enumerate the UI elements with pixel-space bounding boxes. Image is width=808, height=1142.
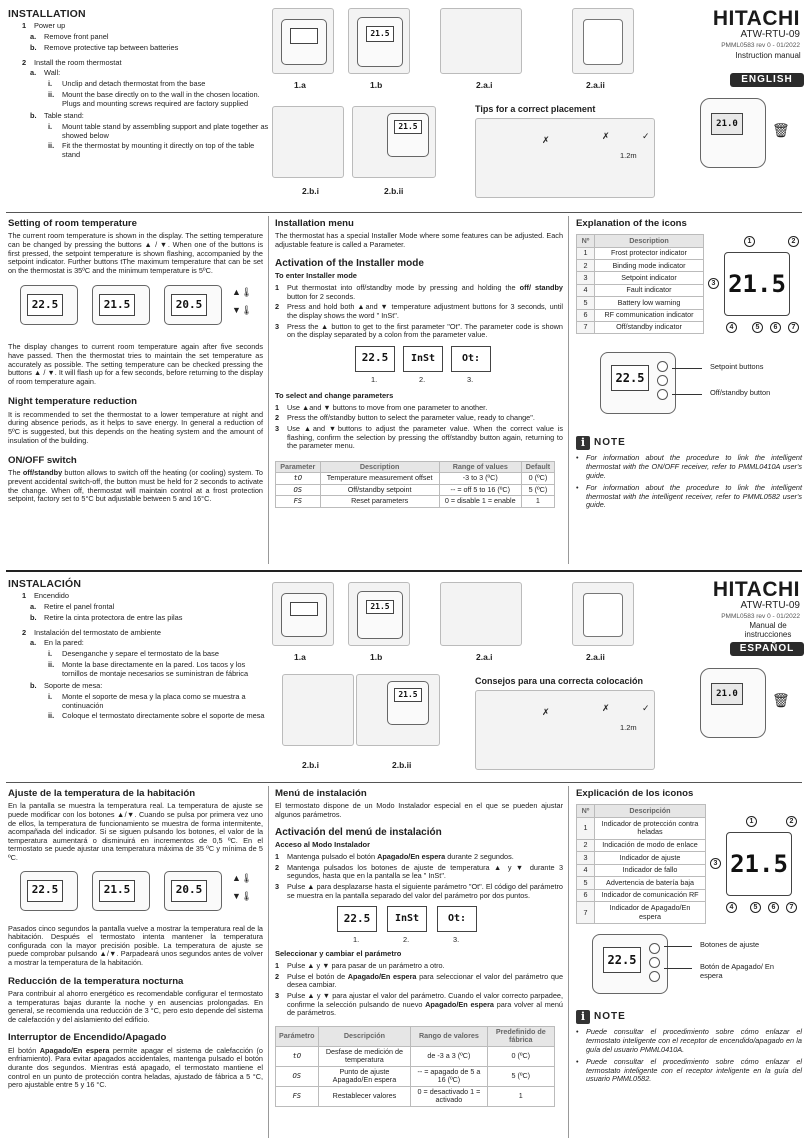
lcd-display: 20.5 (171, 880, 207, 902)
installer-step: 2 Press and hold both ▲and ▼ temperature adjustment buttons for 3 seconds, until the display shows the word " InSt". (275, 302, 563, 320)
parameter-table: Parámetro Descripción Rango de valores Predefinido de fábrica tO Desfase de medición de temperatura de -3 a 3 (ºC) 0 (ºC) OS Punto de ajuste Apagado/En espera -- = apagado de 5 a 16 (ºC) 5 (ºC) FS Restablecer valores 0 = desactivado 1 = activado 1 (275, 1026, 555, 1107)
note-title: NOTE (594, 437, 626, 449)
substep-text: Remove protective tap between batteries (44, 42, 179, 52)
substep-letter: b. (30, 42, 37, 52)
setting-text: The current room temperature is shown in the display. The setting temperature can be changed by pressing the buttons ▲ / ▼. When one of the buttons is first pressed, the setpoint temperature is shown flashing, accompanied by the setpoint indicator. Further buttons tThe maximum temperature that can be set on the thermostat is 35ºC and the minimum temperature is 5ºC. (8, 231, 263, 275)
info-icon: ▲🌡 (232, 872, 253, 883)
lcd-caption: 3. (467, 374, 474, 384)
parameter-table: Parameter Description Range of values Default tO Temperature measurement offset -3 to 3 (ºC) 0 (ºC) OS Off/standby setpoint -- = off 5 to 16 (ºC) 5 (ºC) FS Reset parameters 0 = disable 1 = enable 1 (275, 461, 555, 508)
lcd-display: 22.5 (27, 880, 63, 902)
fig-label-2aii: 2.a.ii (586, 652, 605, 662)
select-step: 2 Press the off/standby button to select the parameter value, ready to change". (275, 413, 535, 423)
item-text: Fit the thermostat by mounting it directly on top of the table stand (62, 141, 255, 160)
night-title: Reducción de la temperatura nocturna (8, 975, 184, 987)
item-text: Mount the base directly on to the wall in the chosen location. Plugs and mounting screws required are factory supplied (62, 89, 260, 108)
column-divider (568, 216, 569, 564)
standby-button-icon (657, 389, 668, 400)
lcd-caption: 1. (371, 374, 378, 384)
marker-6: 6 (768, 902, 779, 913)
lcd-display: 21.5 (724, 252, 790, 316)
item-numeral: i. (48, 649, 53, 659)
table-row: 3 Indicador de ajuste (577, 852, 706, 865)
lcd-display: 21.0 (711, 683, 743, 705)
lcd-display: InSt (403, 346, 443, 372)
column-divider (268, 786, 269, 1138)
installer-step: 1 Put thermostat into off/standby mode by pressing and holding the off/ standby button for 2 seconds. (275, 283, 563, 301)
column-divider (568, 786, 569, 1138)
substep-letter: b. (30, 681, 37, 691)
installer-step: 3 Pulse ▲ para desplazarse hasta el siguiente parámetro "Ot". El código del parámetro se muestra en la pantalla separado del valor del parámetro por dos puntos. (275, 882, 563, 900)
step-number: 1 (22, 591, 27, 601)
table-row: tO Desfase de medición de temperatura de -3 a 3 (ºC) 0 (ºC) (276, 1046, 555, 1066)
setting-lcd-row (8, 281, 263, 343)
note-title: NOTE (594, 1011, 626, 1023)
correct-placement-icon: ✓ (642, 703, 650, 713)
install-steps (8, 578, 270, 721)
install-title: INSTALLATION (8, 8, 86, 20)
weee-bin-icon: 🗑 (772, 122, 790, 138)
lcd-display: 22.5 (603, 947, 641, 973)
marker-3: 3 (708, 278, 719, 289)
substep-text: Retire el panel frontal (44, 602, 115, 612)
wrong-placement-icon: ✗ (542, 707, 550, 717)
table-row: 7 Indicador de Apagado/En espera (577, 902, 706, 924)
tips-title: Tips for a correct placement (475, 104, 596, 114)
substep-letter: b. (30, 111, 37, 121)
fig-label-2bii: 2.b.ii (392, 760, 412, 770)
table-row: 6 RF communication indicator (577, 309, 704, 321)
lcd-display: 22.5 (355, 346, 395, 372)
icons-title: Explanation of the icons (576, 218, 687, 229)
installer-lcd-row (275, 344, 563, 390)
lcd-display: Ot: (451, 346, 491, 372)
fig-label-2ai: 2.a.i (476, 652, 493, 662)
item-text: Monte la base directamente en la pared. Los tacos y los tornillos de montaje necesarios se suministran de fábrica (62, 659, 249, 678)
device-buttons-diagram (576, 348, 802, 426)
lcd-display: 20.5 (171, 294, 207, 316)
info-icon: i (576, 436, 590, 450)
substep-text: Soporte de mesa: (44, 681, 103, 691)
step-number: 2 (22, 627, 27, 637)
lcd-caption: 2. (403, 935, 410, 945)
fig-label-2bii: 2.b.ii (384, 186, 404, 196)
illustration-2ai (440, 8, 522, 74)
item-text: Mount table stand by assembling support and plate together as showed below (62, 121, 269, 140)
table-row: 4 Fault indicator (577, 284, 704, 296)
illustration-2bi (282, 674, 354, 746)
night-text: Para contribuir al ahorro energético es recomendable configurar el termostato a temperaturas bajas durante la noche y en ausencias prolongadas. En general, se recomienda una reducción de 3 °C, pero esto depende del sistema de calefacción y del aislamiento del edificio. (8, 988, 263, 1024)
substep-text: En la pared: (44, 638, 84, 648)
marker-5: 5 (752, 322, 763, 333)
fig-label-2aii: 2.a.ii (586, 80, 605, 90)
note-item: • For information about the procedure to link the intelligent thermostat with the intelligent receiver, refer to PMML0582 user's guide. (576, 484, 802, 510)
lcd-display: 21.5 (726, 832, 792, 896)
icons-section (576, 218, 802, 510)
installer-intro: The thermostat has a special Installer Mode where some features can be adjusted. Each adjustable feature is called a Parameter. (275, 231, 563, 249)
tips-distance: 1.2m (620, 723, 637, 732)
installer-step: 2 Mantenga pulsados los botones de ajuste de temperatura ▲ y ▼ durante 3 segundos, hasta que en la pantalla se lea " InSt". (275, 862, 563, 881)
doc-code: PMML0583 rev 0 - 01/2022 (721, 613, 800, 620)
lcd-display: InSt (387, 906, 427, 932)
standby-button-label: Botón de Apagado/ En espera (700, 962, 774, 981)
standby-button-label: Off/standby button (710, 388, 771, 398)
info-icon: ▼🌡 (232, 890, 253, 901)
marker-7: 7 (786, 902, 797, 913)
device-buttons-diagram (576, 932, 802, 1002)
item-numeral: ii. (48, 659, 55, 669)
tips-illustration (475, 118, 655, 198)
item-text: Coloque el termostato directamente sobre el soporte de mesa (62, 711, 265, 721)
substep-text: Retire la cinta protectora de entre las pilas (44, 612, 183, 622)
lcd-display: 22.5 (611, 365, 649, 391)
fig-label-2ai: 2.a.i (476, 80, 493, 90)
weee-bin-icon: 🗑 (772, 692, 790, 708)
illustration-2bii: 21.5 (356, 674, 440, 746)
step-label: Install the room thermostat (34, 57, 122, 67)
substep-letter: a. (30, 602, 37, 612)
step-label: Power up (34, 21, 66, 31)
info-icon: i (576, 1010, 590, 1024)
item-numeral: ii. (48, 711, 55, 721)
marker-3: 3 (710, 858, 721, 869)
substep-text: Table stand: (44, 111, 84, 121)
setpoint-buttons-label: Setpoint buttons (710, 362, 764, 372)
lcd-display (290, 28, 318, 44)
lcd-display: 21.0 (711, 113, 743, 135)
installer-section (275, 218, 563, 508)
item-numeral: ii. (48, 141, 55, 151)
setting-text: En la pantalla se muestra la temperatura real. La temperatura de ajuste se puede modificar con los botones ▲/▼. Cuando se pulsa por primera vez uno de ellos, la temperatura de funcionamiento se muestra de forma intermitente, acompañada del indicador. Si se siguen pulsando los botones, el valor de la temperatura aumentará o disminuirá en incrementos de 0,5 ºC. En el termostato se puede ajustar una temperatura máxima de 35 ºC y mínima de 5 ºC. (8, 801, 263, 862)
select-title: To select and change parameters (275, 390, 394, 400)
install-steps (8, 8, 270, 160)
marker-1: 1 (746, 816, 757, 827)
onoff-title: Interruptor de Encendido/Apagado (8, 1032, 167, 1044)
onoff-title: ON/OFF switch (8, 455, 77, 467)
enter-title: To enter Installer mode (275, 271, 357, 281)
fig-label-1a: 1.a (294, 652, 306, 662)
item-text: Unclip and detach thermostat from the base (62, 79, 206, 89)
illustration-1a (272, 582, 334, 646)
lcd-display (290, 602, 318, 616)
table-row: 5 Battery low warning (577, 297, 704, 309)
table-row: 7 Off/standby indicator (577, 321, 704, 333)
marker-6: 6 (770, 322, 781, 333)
marker-4: 4 (726, 902, 737, 913)
tips-distance: 1.2m (620, 151, 637, 160)
setpoint-buttons-label: Botones de ajuste (700, 940, 760, 950)
wrong-placement-icon: ✗ (602, 703, 610, 713)
icons-table: Nº Description 1 Frost protector indicator 2 Binding mode indicator 3 Setpoint indicator 4 Fault indicator 5 Battery low warning 6 RF communication indicator 7 Off/standby indicator (576, 234, 704, 334)
activation-title: Activación del menú de instalación (275, 826, 442, 838)
illustration-2bii: 21.5 (352, 106, 436, 178)
down-button-icon (657, 375, 668, 386)
table-row: 2 Binding mode indicator (577, 260, 704, 272)
icons-table: Nº Descripción 1 Indicador de protección contra heladas 2 Indicación de modo de enlace 3 Indicador de ajuste 4 Indicador de fallo 5 Advertencia de batería baja 6 Indicador de comunicación RF 7 Indicador de Apagado/En espera (576, 804, 706, 924)
marker-5: 5 (750, 902, 761, 913)
lcd-display: 22.5 (27, 294, 63, 316)
fig-label-2bi: 2.b.i (302, 186, 320, 196)
marker-7: 7 (788, 322, 799, 333)
substep-letter: a. (30, 32, 37, 42)
step-label: Instalación del termostato de ambiente (34, 627, 161, 637)
note-box (576, 436, 802, 510)
table-row: 3 Setpoint indicator (577, 272, 704, 284)
substep-letter: b. (30, 612, 37, 622)
installer-lcd-row (275, 904, 563, 948)
item-numeral: i. (48, 79, 53, 89)
step-label: Encendido (34, 591, 69, 601)
select-step: 1 Use ▲and ▼ buttons to move from one parameter to another. (275, 402, 488, 412)
lcd-display: 21.5 (99, 294, 135, 316)
item-numeral: i. (48, 691, 53, 701)
up-button-icon (649, 943, 660, 954)
onoff-text: El botón Apagado/En espera permite apagar el sistema de calefacción (o enfriamiento). Para evitar apagados accidentales, mantenga pulsado el botón durante dos segundos. Mientras está apagado, el termostato mantiene el control en un punto de protección contra heladas, ajustado de fábrica a 5 °C, pero ajustable entre 5 y 16 °C. (8, 1045, 263, 1090)
activation-title: Activation of the Installer mode (275, 257, 424, 269)
fig-label-1b: 1.b (370, 80, 383, 90)
setting-text-2: The display changes to current room temperature again after five seconds have passed. Then the thermostat tries to maintain the set temperature as accurately as possible. The setting temperature can be checked pressing the buttons ▲ / ▼. It will flash up for a few seconds, before returning to the display of room temperature again. (8, 342, 263, 386)
doc-code: PMML0583 rev 0 - 01/2022 (721, 42, 800, 49)
setting-lcd-row (8, 869, 263, 925)
night-title: Night temperature reduction (8, 396, 137, 408)
language-badge: ESPAÑOL (730, 642, 804, 656)
step-number: 2 (22, 57, 27, 67)
note-item: • Puede consultar el procedimiento sobre cómo enlazar el termostato inteligente con el receptor de encendido/apagado en la guía del usuario PMML0410A. (576, 1028, 802, 1054)
item-numeral: i. (48, 121, 53, 131)
icon-lcd-diagram (704, 234, 800, 334)
item-text: Desenganche y separe el termostato de la base (62, 649, 219, 659)
icons-title: Explicación de los iconos (576, 788, 694, 799)
illustration-2aii (572, 582, 634, 646)
language-divider (6, 570, 802, 572)
info-icon: ▲🌡 (232, 287, 253, 298)
marker-2: 2 (786, 816, 797, 827)
substep-text: Remove front panel (44, 32, 109, 42)
lcd-caption: 3. (453, 935, 460, 945)
table-row: OS Off/standby setpoint -- = off 5 to 16 (ºC) 5 (ºC) (276, 484, 555, 495)
substep-text: Wall: (44, 68, 61, 78)
lcd-caption: 2. (419, 374, 426, 384)
brand-logo: HITACHI (712, 7, 800, 30)
enter-title: Acceso al Modo Instalador (275, 840, 371, 850)
tips-title: Consejos para una correcta colocación (475, 676, 644, 686)
language-badge: ENGLISH (730, 73, 804, 87)
illustration-1a (272, 8, 334, 74)
select-step: 2 Pulse el botón de Apagado/En espera para seleccionar el valor del parámetro que desea cambiar. (275, 971, 563, 990)
lcd-display: 22.5 (337, 906, 377, 932)
setting-section (8, 788, 263, 1090)
table-row: 6 Indicador de comunicación RF (577, 889, 706, 902)
table-row: 2 Indicación de modo de enlace (577, 839, 706, 852)
illustration-1b: 21.5 (348, 8, 410, 74)
up-button-icon (657, 361, 668, 372)
table-row: 1 Frost protector indicator (577, 247, 704, 259)
divider (6, 782, 802, 783)
standby-button-icon (649, 971, 660, 982)
marker-4: 4 (726, 322, 737, 333)
down-button-icon (649, 957, 660, 968)
installer-step: 3 Press the ▲ button to get to the first parameter "Ot". The parameter code is shown on the display separated by a colon from the parameter value. (275, 321, 563, 340)
brand-logo: HITACHI (712, 578, 800, 601)
fig-label-1a: 1.a (294, 80, 306, 90)
night-text: It is recommended to set the thermostat to a lower temperature at night and during absence periods, as it helps to save energy. In general a reduction of 5ºC is suggested, but this depends on the heating system and the amount of insulation of the building. (8, 409, 263, 445)
illustration-2ai (440, 582, 522, 646)
manual-label: Instruction manual (735, 51, 801, 60)
divider (6, 212, 802, 213)
note-item: • Puede consultar el procedimiento sobre cómo enlazar el termostato inteligente con el receptor inteligente en la guía del usuario PMML0582. (576, 1058, 802, 1084)
setting-text-2: Pasados cinco segundos la pantalla vuelve a mostrar la temperatura real de la habitación. Después el termostato intenta mantener la temperatura configurada con la mayor precisión posible. La temperatura de ajuste se puede comprobar pulsando ▲/▼. Parpadeará unos segundos antes de volver a mostrar la temperatura de la habitación. (8, 923, 263, 968)
installer-title: Installation menu (275, 218, 354, 229)
table-row: FS Restablecer valores 0 = desactivado 1 = activado 1 (276, 1086, 555, 1106)
installer-section (275, 788, 563, 1107)
installer-intro: El termostato dispone de un Modo Instalador especial en el que se pueden ajustar algunos parámetros. (275, 801, 563, 819)
installer-title: Menú de instalación (275, 788, 367, 799)
table-row: 1 Indicador de protección contra heladas (577, 817, 706, 839)
model-name: ATW-RTU-09 (740, 29, 800, 40)
correct-placement-icon: ✓ (642, 131, 650, 141)
lcd-caption: 1. (353, 935, 360, 945)
table-row: OS Punto de ajuste Apagado/En espera -- = apagado de 5 a 16 (ºC) 5 (ºC) (276, 1066, 555, 1086)
column-divider (268, 216, 269, 564)
note-item: • For information about the procedure to link the intelligent thermostat with the ON/OFF receiver, refer to PMML0410A user's guide. (576, 454, 802, 480)
step-number: 1 (22, 21, 27, 31)
model-name: ATW-RTU-09 (740, 600, 800, 611)
icon-lcd-diagram (706, 804, 800, 924)
table-row: FS Reset parameters 0 = disable 1 = enable 1 (276, 496, 555, 507)
thermostat-photo (700, 98, 766, 168)
illustration-1b: 21.5 (348, 582, 410, 646)
setting-title: Setting of room temperature (8, 218, 137, 229)
info-icon: ▼🌡 (232, 305, 253, 316)
select-title: Seleccionar y cambiar el parámetro (275, 949, 402, 959)
table-row: tO Temperature measurement offset -3 to 3 (ºC) 0 (ºC) (276, 473, 555, 484)
setting-title: Ajuste de la temperatura de la habitación (8, 788, 196, 799)
setting-section (8, 218, 263, 504)
tips-illustration (475, 690, 655, 770)
fig-label-1b: 1.b (370, 652, 383, 662)
substep-letter: a. (30, 638, 37, 648)
manual-label: Manual de instrucciones (744, 621, 792, 640)
thermostat-photo (700, 668, 766, 738)
marker-1: 1 (744, 236, 755, 247)
icons-section (576, 788, 802, 1084)
install-title: INSTALACIÓN (8, 578, 82, 590)
illustration-2bi (272, 106, 344, 178)
fig-label-2bi: 2.b.i (302, 760, 320, 770)
onoff-text: The off/standby button allows to switch off the heating (or cooling) system. To prevent accidental switch-off, the button must be held for 2 seconds to activate the change. When off, thermostat will maintain control at a frost protection setpoint, factory set to 5°C but adjustable between 5 and 16°C. (8, 468, 263, 504)
lcd-display: Ot: (437, 906, 477, 932)
item-text: Monte el soporte de mesa y la placa como se muestra a continuación (62, 691, 246, 710)
illustration-2aii (572, 8, 634, 74)
note-box (576, 1010, 802, 1084)
select-step: 1 Pulse ▲ y ▼ para pasar de un parámetro a otro. (275, 961, 445, 971)
table-row: 4 Indicador de fallo (577, 864, 706, 877)
lcd-display: 21.5 (99, 880, 135, 902)
wrong-placement-icon: ✗ (542, 135, 550, 145)
substep-letter: a. (30, 68, 37, 78)
select-step: 3 Pulse ▲ y ▼ para ajustar el valor del parámetro. Cuando el valor correcto parpadee, confirme la selección pulsando de nuevo Apagado/En espera para volver al menú de parámetros. (275, 990, 563, 1018)
marker-2: 2 (788, 236, 799, 247)
select-step: 3 Use ▲and ▼buttons to adjust the parameter value. When the correct value is flashing, confirm the selection by pressing the off/standby button again, returning to the parameter menu. (275, 423, 563, 451)
item-numeral: ii. (48, 89, 55, 99)
table-row: 5 Advertencia de batería baja (577, 877, 706, 890)
installer-step: 1 Mantenga pulsado el botón Apagado/En espera durante 2 segundos. (275, 852, 514, 862)
wrong-placement-icon: ✗ (602, 131, 610, 141)
